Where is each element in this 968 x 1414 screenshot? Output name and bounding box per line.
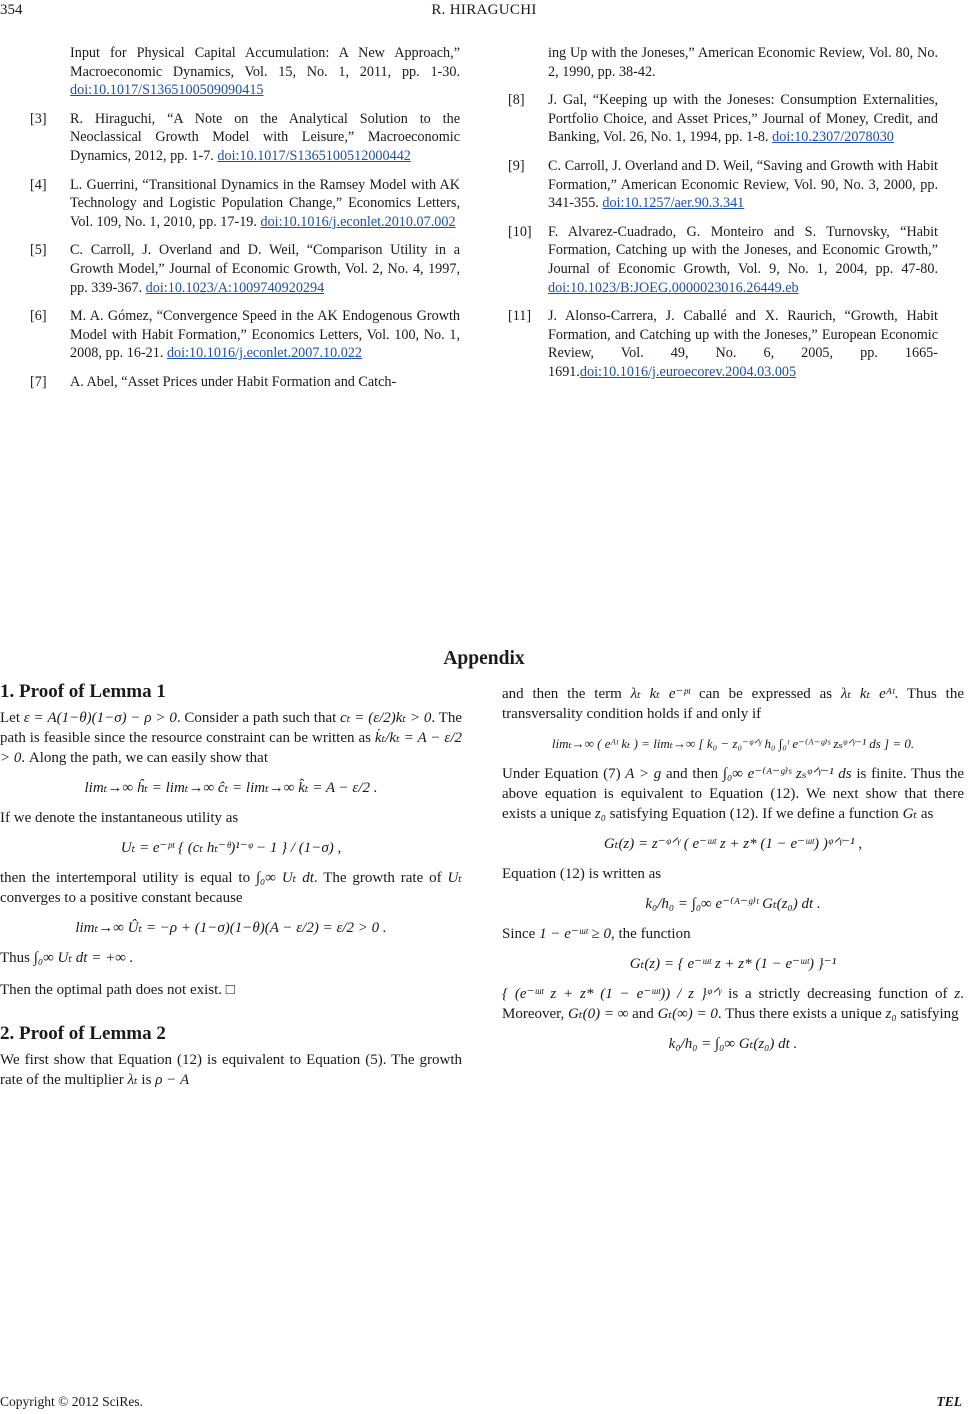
math-inline: A > g [625,766,662,782]
reference-item [508,44,938,81]
reference-item [508,223,938,297]
doi-link[interactable]: doi:10.1257/aer.90.3.341 [602,195,745,212]
reference-number: [8] [508,92,525,109]
math-inline: cₜ = (ε/2)kₜ > 0 [340,710,432,726]
math-inline: λₜ kₜ e⁻ᵖᵗ [630,686,691,702]
reference-text: C. Carroll, J. Overland and D. Weil, “Saving and Growth with Habit Formation,” American Economic Review, Vol. 90, No. 3, 2000, pp. 341-355. [548,157,938,212]
equation-transversality: limₜ→∞ ( eᴬᵗ kₜ ) = limₜ→∞ [ k₀ − z₀⁻ᵠᐟᵞ h₀ ∫₀ᵗ e⁻⁽ᴬ⁻ᵍ⁾ˢ zₛᵠᐟᵞ⁻¹ ds ] = 0. [551,736,915,751]
reference-item [508,91,938,147]
paragraph [0,980,462,1000]
text: . Thus the transversality condition holds if and only if [502,686,964,722]
paragraph [0,948,462,968]
doi-link[interactable]: doi:10.1016/j.econlet.2010.07.002 [260,213,456,230]
appendix-right-column [502,684,964,1064]
references-right-column [508,44,938,392]
math-inline: ∫₀∞ Uₜ dt [255,870,314,886]
equation-G: Gₜ(z) = z⁻ᵠᐟᵞ ( e⁻ᵚᵗ z + z* (1 − e⁻ᵚᵗ) )ᵠᐟᵞ⁻¹ , [603,836,863,852]
paragraph [502,924,964,944]
math-inline: ∫₀∞ Uₜ dt = +∞ . [33,950,134,966]
doi-link[interactable]: doi:10.1017/S1365100509090415 [70,82,264,99]
reference-text: L. Guerrini, “Transitional Dynamics in the Ramsey Model with AK Technology and Logistic Population Change,” Economics Letters, Vol. 109, No. 1, 2010, pp. 17-19. [70,176,460,230]
journal-abbrev: TEL [936,1394,962,1409]
reference-item [30,110,460,166]
doi-link[interactable]: doi:10.1016/j.econlet.2007.10.022 [166,345,363,362]
paragraph [502,764,964,824]
paragraph [502,684,964,724]
reference-number: [10] [508,223,532,240]
math-inline: k̇ₜ/kₜ = A − ε/2 > 0 [0,730,463,766]
reference-number: [7] [30,373,47,390]
text: and [632,1006,654,1022]
section-title-lemma1: 1. Proof of Lemma 1 [0,681,166,702]
math-inline: ρ − A [155,1072,190,1088]
copyright-notice: Copyright © 2012 SciRes. [0,1394,144,1409]
reference-text: Input for Physical Capital Accumulation: A New Approach,” Macroeconomic Dynamics, Vol. 15, No. 1, 2011, pp. 1-30. [70,45,460,80]
paragraph [0,1050,462,1090]
math-inline: z₀ [594,806,606,822]
reference-number: [4] [30,176,47,193]
paragraph [502,984,964,1024]
page-header [0,0,968,30]
reference-item [30,176,460,232]
text: converges to a positive constant because [0,890,243,906]
text: Then the optimal path does not exist. [0,982,223,998]
math-inline: { (e⁻ᵚᵗ z + z* (1 − e⁻ᵚᵗ)) / z }ᵠᐟᵞ [502,986,722,1002]
text: can be expressed as [698,686,833,702]
reference-text: J. Alonso-Carrera, J. Caballé and X. Raurich, “Growth, Habit Formation, and Catching up with the Joneses,” European Economic Review, Vol. 49, No. 6, 2005, pp. 1665-1691. [548,308,938,380]
reference-text: F. Alvarez-Cuadrado, G. Monteiro and S. Turnovsky, “Habit Formation, Catching up with the Joneses, and Economic Growth,” Journal of Economic Growth, Vol. 9, No. 1, 2004, pp. 47-80. [548,223,938,277]
equation-G-rewritten: Gₜ(z) = { e⁻ᵚᵗ z + z* (1 − e⁻ᵚᵗ) }⁻¹ [629,956,837,972]
math-inline: ∫₀∞ e⁻⁽ᴬ⁻ᵍ⁾ˢ zₛᵠᐟᵞ⁻¹ ds [722,766,852,782]
reference-item [30,241,460,297]
reference-number: [3] [30,110,47,127]
text: and then the term [502,686,622,702]
doi-link[interactable]: doi:10.2307/2078030 [772,129,894,146]
appendix-left-column [0,682,462,1090]
reference-item [30,373,460,392]
text: . Along the path, we can easily show that [21,750,268,766]
qed-symbol: □ [225,982,235,998]
reference-item [508,307,938,381]
doi-link[interactable]: doi:10.1016/j.euroecorev.2004.03.005 [579,363,797,380]
reference-text: J. Gal, “Keeping up with the Joneses: Consumption Externalities, Portfolio Choice, and Asset Prices,” Journal of Money, Credit, and Banking, Vol. 26, No. 1, 1994, pp. 1-8. [548,92,938,146]
text: Thus [0,950,30,966]
reference-text: A. Abel, “Asset Prices under Habit Formation and Catch- [70,373,397,390]
math-inline: z₀ [885,1006,897,1022]
equation-utility: Uₜ = e⁻ᵖᵗ { (cₜ hₜ⁻ᶿ)¹⁻ᵠ − 1 } / (1−σ) , [120,840,342,856]
equation-growth-rate: limₜ→∞ Ûₜ = −ρ + (1−σ)(1−θ)(A − ε/2) = ε/2 > 0 . [75,920,387,936]
text: as [920,806,934,822]
paragraph [0,868,462,908]
reference-number: [11] [508,308,532,325]
equation-final: k₀/h₀ = ∫₀∞ Gₜ(z₀) dt . [668,1036,798,1052]
text: Under Equation (7) [502,766,621,782]
text: satisfying [900,1006,959,1022]
doi-link[interactable]: doi:10.1023/A:1009740920294 [145,279,325,296]
paragraph [0,708,462,768]
equation-12: k₀/h₀ = ∫₀∞ e⁻⁽ᴬ⁻ᵍ⁾ᵗ Gₜ(z₀) dt . [645,896,821,912]
references-left-column [30,44,460,402]
text: . The path is feasible since the resource constraint can be written as [0,710,462,746]
text: Let [0,710,20,726]
math-inline: Gₜ(∞) = 0 [657,1006,718,1022]
section-title-lemma2: 2. Proof of Lemma 2 [0,1023,166,1044]
reference-text: C. Carroll, J. Overland and D. Weil, “Comparison Utility in a Growth Model,” Journal of Economic Growth, Vol. 2, No. 4, 1997, pp. 339-367. [70,242,460,296]
math-inline: Gₜ(0) = ∞ [568,1006,629,1022]
text: and then [665,766,719,782]
reference-number: [9] [508,157,525,174]
math-inline: 1 − e⁻ᵚᵗ ≥ 0 [539,926,611,942]
text: is finite. Thus the above equation is equivalent to Equation (12). We next show that there exists a unique [502,766,964,822]
reference-text: M. A. Gómez, “Convergence Speed in the AK Endogenous Growth Model with Habit Formation,” Economics Letters, Vol. 100, No. 1, 2008, pp. 16-21. [70,308,460,362]
reference-item [508,157,938,213]
math-inline: Uₜ [447,870,462,886]
math-inline: λₜ [127,1072,138,1088]
text: . Thus there exists a unique [717,1006,882,1022]
reference-number: [6] [30,308,47,325]
running-title: R. HIRAGUCHI [431,2,537,18]
text: satisfying Equation (12). If we define a function [609,806,899,822]
math-inline: ε = A(1−θ)(1−σ) − ρ > 0 [23,710,177,726]
text: Since [502,926,536,942]
text: is a strictly decreasing function of [728,986,948,1002]
text: is [141,1072,152,1088]
reference-item [30,307,460,363]
paragraph: Equation (12) is written as [502,866,662,882]
reference-number: [5] [30,242,47,259]
text: , the function [611,926,691,942]
reference-item [30,44,460,100]
paragraph: If we denote the instantaneous utility as [0,810,239,826]
doi-link[interactable]: doi:10.1023/B:JOEG.0000023016.26449.eb [548,279,799,296]
math-inline: λₜ kₜ eᴬᵗ [840,686,895,702]
text: We first show that Equation (12) is equivalent to Equation (5). The growth rate of the multiplier [0,1052,462,1088]
text: then the intertemporal utility is equal to [0,870,251,886]
equation-limits: limₜ→∞ ĥₜ = limₜ→∞ ĉₜ = limₜ→∞ k̂ₜ = A − ε/2 . [84,780,378,796]
text: . Moreover, [502,986,965,1022]
math-inline: Gₜ [902,806,918,822]
page-number: 354 [0,2,23,18]
reference-text: ing Up with the Joneses,” American Economic Review, Vol. 80, No. 2, 1990, pp. 38-42. [548,45,938,80]
doi-link[interactable]: doi:10.1017/S1365100512000442 [217,147,411,164]
math-inline: z [954,986,961,1002]
text: . Consider a path such that [176,710,337,726]
text: . The growth rate of [313,870,442,886]
reference-text: R. Hiraguchi, “A Note on the Analytical Solution to the Neoclassical Growth Model with Leisure,” Macroeconomic Dynamics, 2012, pp. 1-7. [70,110,460,164]
appendix-title: Appendix [443,648,525,669]
